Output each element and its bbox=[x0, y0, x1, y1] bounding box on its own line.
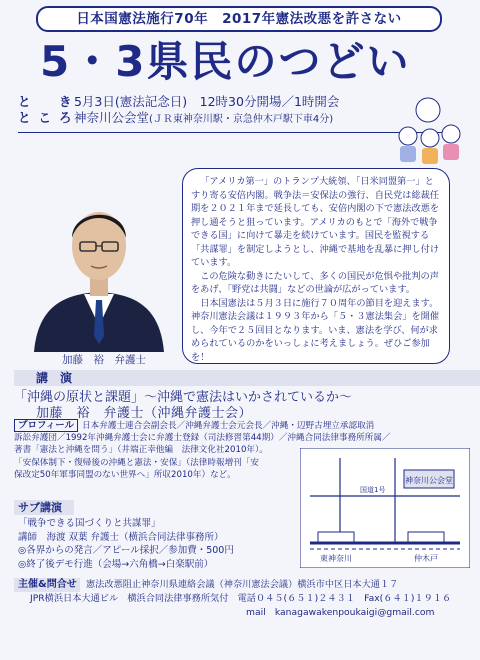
program-note: ◎各界からの発言／アピール採択／参加費・500円 bbox=[18, 545, 234, 556]
map-station-jr: 東神奈川 bbox=[320, 554, 352, 563]
profile-line: 「安保体制下・復帰後の沖縄と憲法・安保」（法律時報増刊「安 bbox=[14, 457, 259, 468]
organizer-line: 憲法改悪阻止神奈川県連絡会議（神奈川憲法会議）横浜市中区日本大通１７ bbox=[86, 579, 399, 590]
main-title: 5・3県民のつどい bbox=[40, 37, 411, 86]
message-box bbox=[182, 168, 450, 364]
organizer-info bbox=[14, 578, 474, 620]
where-value: 神奈川公会堂 bbox=[73, 110, 149, 125]
map-venue-label: 神奈川公会堂 bbox=[405, 476, 453, 485]
profile-line: 訴訟弁護団／1992年沖縄弁護士会に弁護士登録（司法修習第44期）／沖縄合同法律事務所所属／ bbox=[14, 433, 391, 444]
profile-line: 著書「憲法と沖縄を問う」（井端正幸他編 法律文化社2010年）。 bbox=[14, 445, 268, 456]
profile-line: 日本弁護士連合会副会長／沖縄弁護士会元会長／沖縄・辺野古埋立承認取消 bbox=[82, 421, 375, 431]
message-paragraph: 「アメリカ第一」のトランプ大統領、「日米同盟第一」とすり寄る安倍内閣。戦争法＝安保法の強行、自民党は総裁任期を２０２１年まで延長しても、安倍内閣の下で憲法改悪を押し通そうと狙っています。アメリカのもとで「海外で戦争できる国」に向けて暴走を続けています。国民を監視する「共謀罪」を制定しようとし、沖縄で基地を乱暴に押し付けています。 bbox=[191, 176, 440, 268]
where-label: ところ bbox=[18, 110, 80, 125]
photo-caption: 加藤 裕 弁護士 bbox=[62, 354, 146, 366]
map-station-keikyu: 仲木戸 bbox=[414, 554, 438, 563]
when-label: と き bbox=[18, 94, 80, 109]
top-banner: 日本国憲法施行70年 2017年憲法改悪を許さない bbox=[36, 6, 442, 32]
organizer-label: 主催&問合せ bbox=[14, 578, 80, 592]
when-value: 5月3日(憲法記念日) 12時30分開場／1時開会 bbox=[73, 94, 340, 109]
profile-line: 保改定50年軍事同盟のない世界へ」所収2010年）など。 bbox=[14, 469, 236, 480]
organizer-email: mail kanagawakenpoukaigi@gmail.com bbox=[246, 607, 435, 618]
where-row bbox=[18, 110, 398, 128]
program-note: ◎終了後デモ行進（会場→六角橋→白楽駅前） bbox=[18, 558, 214, 570]
venue-map bbox=[300, 448, 470, 568]
map-road-label: 国道1号 bbox=[360, 486, 386, 494]
lecture-title: 「沖縄の原状と課題」～沖縄で憲法はいかされているか～ bbox=[14, 390, 353, 405]
event-info bbox=[18, 94, 398, 128]
message-paragraph: 日本国憲法は５月３日に施行７０周年の節目を迎えます。神奈川憲法会議は１９９３年から「５・３憲法集会」を開催し、今年で２５回目となります。いま、憲法を学び、何が求められているのかをいっしょに考えましょう。ぜひご参加を！ bbox=[191, 297, 440, 363]
sub-lecture bbox=[18, 517, 288, 571]
mascot-illustration bbox=[388, 94, 468, 166]
lecturer-photo bbox=[24, 176, 174, 352]
sub-lecture-label: サブ講演 bbox=[14, 500, 74, 515]
profile-tag: プロフィール bbox=[14, 419, 78, 432]
message-paragraph: この危険な動きにたいして、多くの国民が危惧や批判の声をあげ、「野党は共闘」などの世論が広がっています。 bbox=[191, 270, 439, 295]
sub-lecturer: 講師 海渡 双葉 弁護士（横浜合同法律事務所） bbox=[18, 531, 224, 543]
when-row bbox=[18, 94, 398, 110]
lecturer-name: 加藤 裕 弁護士（沖縄弁護士会） bbox=[36, 406, 253, 421]
organizer-line: JPR横浜日本大通ビル 横浜合同法律事務所気付 電話０４５(６５１)２４３１ Fax(６４１)１９１６ bbox=[30, 593, 452, 604]
where-note: (ＪＲ東神奈川駅・京急仲木戸駅下車4分) bbox=[149, 114, 334, 125]
sub-lecture-title: 「戦争できる国づくりと共謀罪」 bbox=[18, 518, 161, 529]
lecture-label: 講 演 bbox=[14, 370, 480, 386]
